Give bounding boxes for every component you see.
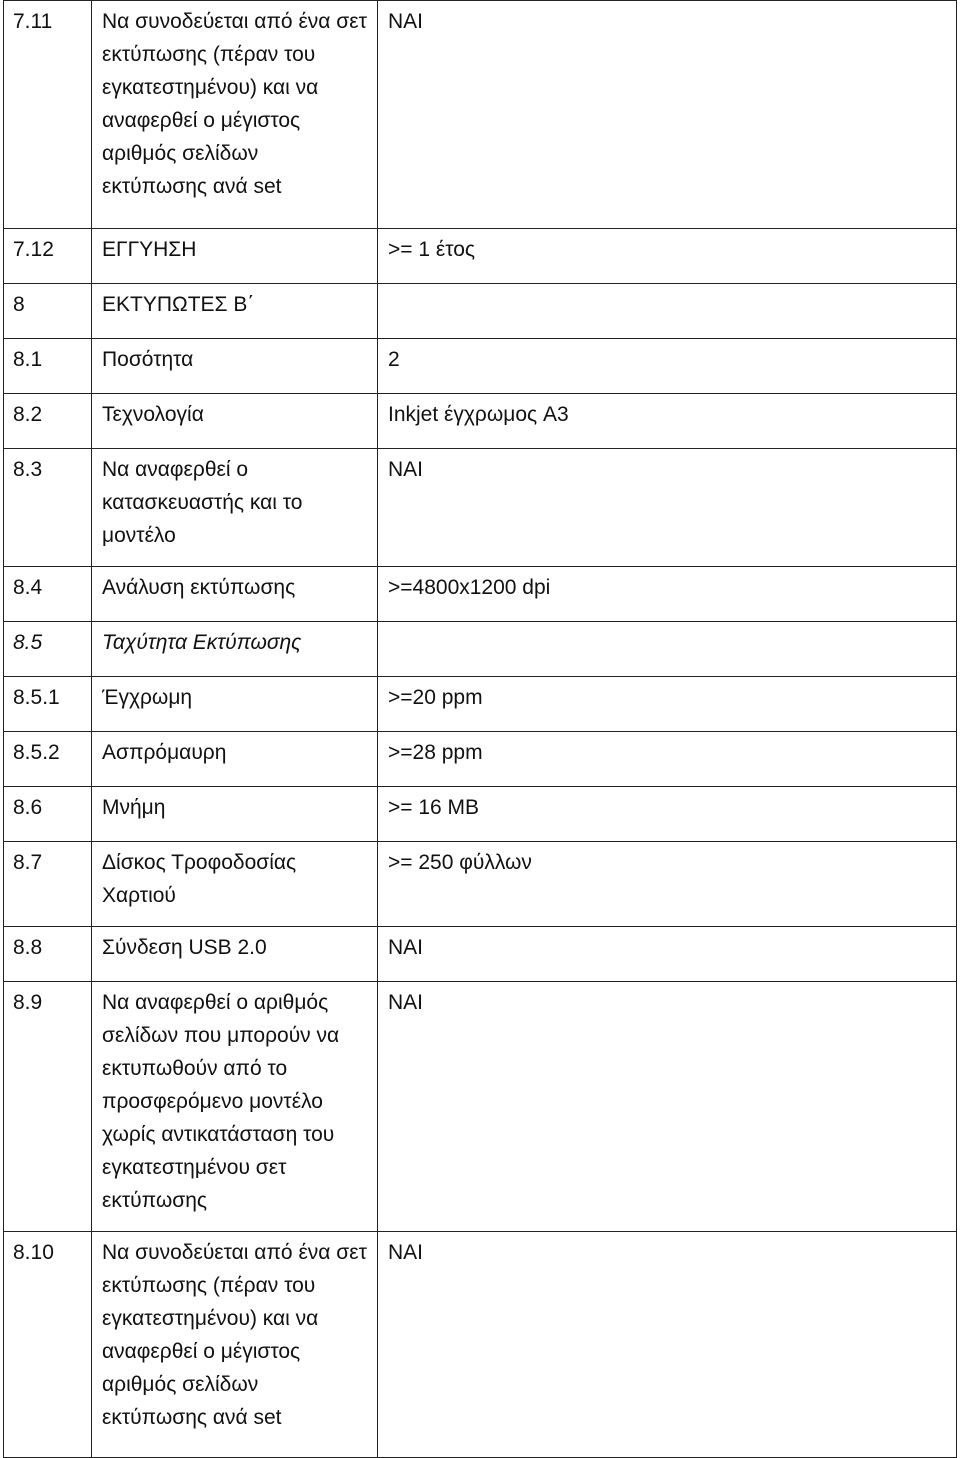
table-row: [4, 622, 957, 677]
item-value: >=20 ppm: [378, 677, 957, 732]
item-value: [378, 284, 957, 339]
item-value: >= 1 έτος: [378, 229, 957, 284]
table-row: [4, 284, 957, 339]
item-description: Να συνοδεύεται από ένα σετ εκτύπωσης (πέραν του εγκατεστημένου) και να αναφερθεί ο μέγιστος αριθμός σελίδων εκτύπωσης ανά set: [92, 1232, 378, 1458]
item-description: Δίσκος Τροφοδοσίας Χαρτιού: [92, 842, 378, 927]
item-number: 8.4: [4, 567, 92, 622]
spec-table: [3, 0, 957, 1458]
item-value: >=4800x1200 dpi: [378, 567, 957, 622]
item-number: 8.5.2: [4, 732, 92, 787]
item-description: Ποσότητα: [92, 339, 378, 394]
table-row: [4, 567, 957, 622]
item-number: 8.9: [4, 982, 92, 1232]
item-number: 8.5: [4, 622, 92, 677]
item-description: Ανάλυση εκτύπωσης: [92, 567, 378, 622]
table-row: [4, 1, 957, 229]
table-row: [4, 842, 957, 927]
item-number: 7.12: [4, 229, 92, 284]
item-number: 8.8: [4, 927, 92, 982]
table-row: [4, 394, 957, 449]
table-row: [4, 449, 957, 567]
item-value: ΝΑΙ: [378, 1232, 957, 1458]
item-description: Ταχύτητα Εκτύπωσης: [92, 622, 378, 677]
table-row: [4, 927, 957, 982]
item-description: Να αναφερθεί ο αριθμός σελίδων που μπορούν να εκτυπωθούν από το προσφερόμενο μοντέλο χωρίς αντικατάσταση του εγκατεστημένου σετ εκτύπωσης: [92, 982, 378, 1232]
item-number: 8.6: [4, 787, 92, 842]
item-number: 7.11: [4, 1, 92, 229]
item-number: 8.7: [4, 842, 92, 927]
item-number: 8.3: [4, 449, 92, 567]
item-value: [378, 622, 957, 677]
table-row: [4, 229, 957, 284]
item-number: 8: [4, 284, 92, 339]
item-number: 8.2: [4, 394, 92, 449]
item-value: 2: [378, 339, 957, 394]
item-description: Σύνδεση USB 2.0: [92, 927, 378, 982]
item-description: Μνήμη: [92, 787, 378, 842]
item-value: ΝΑΙ: [378, 1, 957, 229]
table-row: [4, 982, 957, 1232]
item-description: Τεχνολογία: [92, 394, 378, 449]
item-value: >= 16 MB: [378, 787, 957, 842]
item-description: ΕΚΤΥΠΩΤΕΣ Β΄: [92, 284, 378, 339]
table-row: [4, 732, 957, 787]
item-number: 8.1: [4, 339, 92, 394]
item-value: ΝΑΙ: [378, 927, 957, 982]
item-description: ΕΓΓΥΗΣΗ: [92, 229, 378, 284]
table-row: [4, 677, 957, 732]
item-value: Inkjet έγχρωμος A3: [378, 394, 957, 449]
item-description: Να συνοδεύεται από ένα σετ εκτύπωσης (πέραν του εγκατεστημένου) και να αναφερθεί ο μέγιστος αριθμός σελίδων εκτύπωσης ανά set: [92, 1, 378, 229]
item-description: Έγχρωμη: [92, 677, 378, 732]
item-value: ΝΑΙ: [378, 982, 957, 1232]
item-description: Ασπρόμαυρη: [92, 732, 378, 787]
table-row: [4, 787, 957, 842]
item-number: 8.5.1: [4, 677, 92, 732]
item-value: ΝΑΙ: [378, 449, 957, 567]
item-number: 8.10: [4, 1232, 92, 1458]
item-description: Να αναφερθεί ο κατασκευαστής και το μοντέλο: [92, 449, 378, 567]
table-row: [4, 339, 957, 394]
item-value: >=28 ppm: [378, 732, 957, 787]
table-row: [4, 1232, 957, 1458]
item-value: >= 250 φύλλων: [378, 842, 957, 927]
